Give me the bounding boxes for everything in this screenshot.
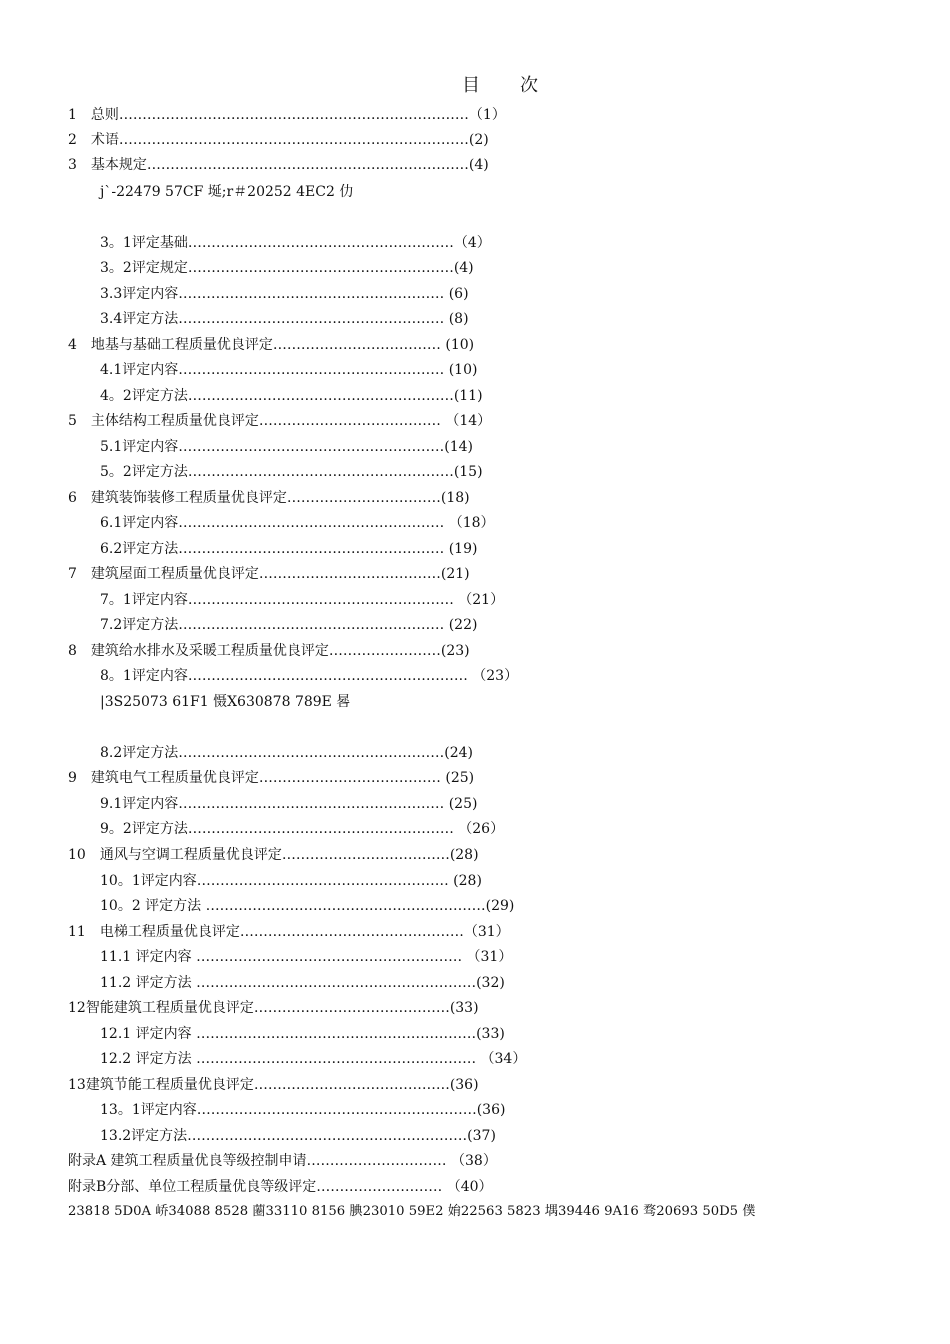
toc-entry: 4 地基与基础工程质量优良评定……………………………… (10)	[68, 337, 475, 353]
toc-entry: 8 建筑给水排水及采暖工程质量优良评定……………………(23)	[68, 643, 470, 659]
toc-entry: 7。1评定内容………………………………………………… （21）	[100, 592, 505, 608]
toc-entry: 6.2评定方法………………………………………………… (19)	[100, 541, 478, 557]
toc-entry: 8。1评定内容…………………………………………………… （23）	[100, 668, 519, 684]
toc-entry: 5.1评定内容…………………………………………………(14)	[100, 439, 474, 455]
toc-entry: 10。1评定内容……………………………………………… (28)	[100, 873, 482, 889]
toc-entry: 6 建筑装饰装修工程质量优良评定……………………………(18)	[68, 490, 470, 506]
toc-entry: 3。2评定规定…………………………………………………(4)	[100, 260, 474, 276]
toc-entry: 4.1评定内容………………………………………………… (10)	[100, 362, 478, 378]
toc-entry: 13建筑节能工程质量优良评定……………………………………(36)	[68, 1077, 479, 1093]
toc-entry: 6.1评定内容………………………………………………… （18）	[100, 515, 495, 531]
garbled-text: |3S25073 61F1 慑X630878 789E 晷	[100, 694, 351, 710]
toc-entry: 11.2 评定方法 ……………………………………………………(32)	[100, 975, 505, 991]
garbled-text: j`-22479 57CF 埏;r＃20252 4EC2 仂	[100, 184, 354, 200]
garbled-text: 23818 5D0A 峤34088 8528 蔨33110 8156 腆23010 59E2 姢22563 5823 堣39446 9A16 骛20693 50D5 僕	[68, 1204, 756, 1219]
toc-entry: 9.1评定内容………………………………………………… (25)	[100, 796, 478, 812]
toc-entry: 5 主体结构工程质量优良评定………………………………… （14）	[68, 413, 492, 429]
toc-entry: 3。1评定基础…………………………………………………（4）	[100, 235, 491, 251]
toc-entry: 1 总则…………………………………………………………………（1）	[68, 107, 506, 123]
toc-entry: 10 通风与空调工程质量优良评定………………………………(28)	[68, 847, 479, 863]
toc-entry: 11.1 评定内容 ………………………………………………… （31）	[100, 949, 513, 965]
toc-entry: 3 基本规定……………………………………………………………(4)	[68, 157, 489, 173]
page-title	[0, 74, 950, 98]
toc-entry: 7.2评定方法………………………………………………… (22)	[100, 617, 478, 633]
toc-entry: 附录B分部、单位工程质量优良等级评定……………………… （40）	[68, 1179, 493, 1195]
toc-entry: 7 建筑屋面工程质量优良评定…………………………………(21)	[68, 566, 470, 582]
toc-entry: 12智能建筑工程质量优良评定……………………………………(33)	[68, 1000, 479, 1016]
toc-entry: 3.4评定方法………………………………………………… (8)	[100, 311, 469, 327]
toc-entry: 13。1评定内容……………………………………………………(36)	[100, 1102, 506, 1118]
toc-entry: 12.2 评定方法 …………………………………………………… （34）	[100, 1051, 527, 1067]
toc-entry: 11 电梯工程质量优良评定…………………………………………（31）	[68, 924, 510, 940]
toc-entry: 2 术语…………………………………………………………………(2)	[68, 132, 489, 148]
toc-entry: 附录A 建筑工程质量优良等级控制申请………………………… （38）	[68, 1153, 497, 1169]
toc-entry: 8.2评定方法…………………………………………………(24)	[100, 745, 474, 761]
toc-entry: 9 建筑电气工程质量优良评定………………………………… (25)	[68, 770, 475, 786]
toc-entry: 3.3评定内容………………………………………………… (6)	[100, 286, 469, 302]
toc-entry: 5。2评定方法…………………………………………………(15)	[100, 464, 483, 480]
toc-entry: 13.2评定方法……………………………………………………(37)	[100, 1128, 496, 1144]
page-title-left: 目	[462, 75, 480, 96]
toc-entry: 10。2 评定方法 ……………………………………………………(29)	[100, 898, 515, 914]
toc-entry: 12.1 评定内容 ……………………………………………………(33)	[100, 1026, 505, 1042]
page-title-right: 次	[520, 75, 538, 96]
toc-entry: 4。2评定方法…………………………………………………(11)	[100, 388, 483, 404]
toc-entry: 9。2评定方法………………………………………………… （26）	[100, 821, 505, 837]
